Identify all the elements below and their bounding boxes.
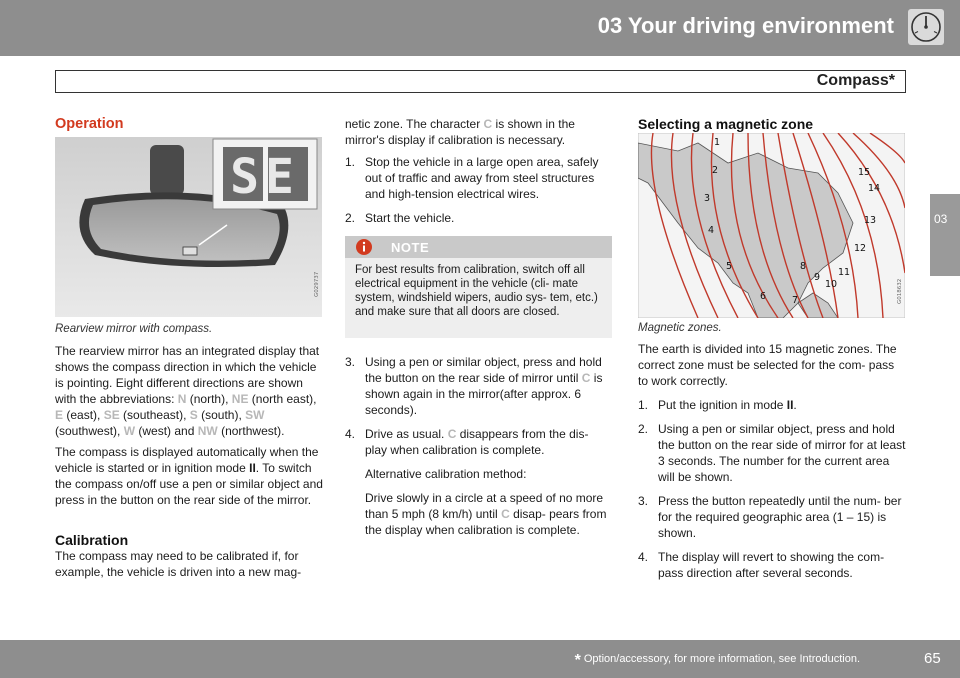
section-title-box: [55, 70, 906, 93]
info-icon: [355, 238, 373, 256]
mirror-caption: Rearview mirror with compass.: [55, 323, 213, 335]
map-code: G018632: [897, 278, 903, 304]
zone-label: 6: [760, 291, 767, 302]
zone-label: 15: [858, 167, 871, 178]
list-item: 1. Stop the vehicle in a large open area, safely out of traffic and away from steel structures and high-tension electrical wires.: [345, 155, 599, 201]
zone-label: 13: [864, 215, 877, 226]
zone-label: 2: [712, 165, 719, 176]
list-item: 1. Put the ignition in mode II.: [638, 398, 797, 412]
magnetic-zones-map: [638, 133, 905, 318]
list-item: 2. Using a pen or similar object, press and hold the button on the rear side of mirror for at least 3 seconds. The number for the current area will be shown.: [638, 422, 906, 484]
gauge-icon: [908, 9, 944, 45]
footer-note: * Option/accessory, for more information, see Introduction.: [574, 652, 860, 669]
page-number: 65: [924, 650, 941, 667]
zone-intro: The earth is divided into 15 magnetic zones. The correct zone must be selected for the com- pass to work correctly.: [638, 342, 897, 388]
list-item: 4. The display will revert to showing the com- pass direction after several seconds.: [638, 550, 885, 580]
rearview-mirror-image: [55, 137, 322, 317]
list-item: 4. Drive as usual. C disappears from the dis- play when calibration is complete. Alternative calibration method: Drive slowly in a circle at a speed of no more than 5 mph (8 km/h) until C disap- pears from the display when calibration is complete.: [345, 427, 607, 537]
calibration-paragraph: The compass may need to be calibrated if, for example, the vehicle is driven into a new mag-: [55, 549, 302, 579]
calibration-steps-2: [345, 354, 613, 546]
image-code: G029737: [314, 271, 320, 297]
magnetic-zone-heading: Selecting a magnetic zone: [638, 116, 814, 132]
mirror-display-text: SE: [230, 149, 300, 205]
list-item: 3. Using a pen or similar object, press and hold the button on the rear side of mirror until C is shown again in the mirror(after approx. 6 seconds).: [345, 355, 603, 417]
zone-label: 5: [726, 261, 733, 272]
chapter-tab-label: 03: [934, 212, 948, 226]
note-header: [345, 236, 612, 258]
calibration-intro: netic zone. The character C is shown in the mirror's display if calibration is necessary.: [345, 117, 575, 147]
zone-label: 11: [838, 267, 851, 278]
chapter-tab: [930, 194, 960, 276]
calibration-heading: Calibration: [55, 532, 129, 548]
zone-label: 8: [800, 261, 807, 272]
zone-label: 1: [714, 137, 721, 148]
note-text: For best results from calibration, switch off all electrical equipment in the vehicle (cli- mate system, windshield wipers, audio sys- tem, etc.) and make sure that all doors are closed.: [355, 264, 598, 318]
section-title: Compass*: [816, 72, 895, 89]
zone-label: 9: [814, 272, 821, 283]
list-item: 2. Start the vehicle.: [345, 211, 455, 225]
zone-label: 10: [825, 279, 838, 290]
zone-label: 4: [708, 225, 715, 236]
chapter-title: 03 Your driving environment: [597, 13, 894, 38]
operation-heading: Operation: [55, 116, 124, 132]
map-caption: Magnetic zones.: [638, 322, 722, 334]
note-label: NOTE: [391, 240, 430, 255]
zone-label: 12: [854, 243, 867, 254]
zone-steps: [638, 397, 906, 589]
zone-label: 3: [704, 193, 711, 204]
calibration-steps-1: [345, 154, 613, 234]
zone-label: 14: [868, 183, 881, 194]
list-item: 3. Press the button repeatedly until the num- ber for the required geographic area (1 – 15) is shown.: [638, 494, 902, 540]
operation-paragraph-1: The rearview mirror has an integrated display that shows the compass direction in which the vehicle is pointing. Eight different directions are shown with the abbreviations: N (north), NE (north east), E (east), SE (southeast), S (south), SW (southwest), W (west) and NW (northwest).: [55, 344, 320, 438]
zone-label: 7: [792, 295, 799, 306]
operation-paragraph-2: The compass is displayed automatically when the vehicle is started or in ignition mode II. To switch the compass on/off use a pen or similar object and press in the button on the rear side of the mirror.: [55, 445, 323, 507]
